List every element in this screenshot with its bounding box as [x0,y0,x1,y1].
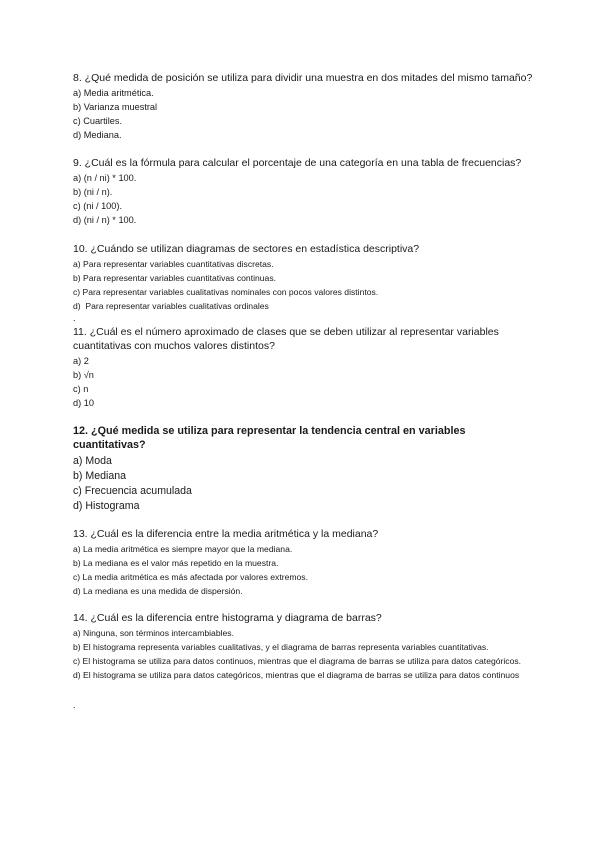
question-11-option-c: c) n [73,384,89,394]
question-10-trailing-dot: . [73,313,76,323]
question-13-option-d: d) La mediana es una medida de dispersión. [73,586,243,596]
question-11-option-d: d) 10 [73,398,94,408]
quiz-content [73,71,533,710]
question-9-option-d: d) (ni / n) * 100. [73,215,137,225]
question-13-option-a: a) La media aritmética es siempre mayor que la mediana. [73,544,293,554]
question-11-option-b: b) √n [73,370,94,380]
question-12-option-d: d) Histograma [73,500,140,512]
question-11-title: 11. ¿Cuál es el número aproximado de clases que se deben utilizar al representar variables cuantitativas con muchos valores distintos? [73,326,499,352]
question-9-option-c: c) (ni / 100). [73,201,123,211]
question-10-option-d: d) Para representar variables cualitativas ordinales [73,301,269,311]
question-12-option-c: c) Frecuencia acumulada [73,485,192,497]
question-14-option-a: a) Ninguna, son términos intercambiables. [73,628,234,638]
question-13-option-c: c) La media aritmética es más afectada por valores extremos. [73,572,308,582]
question-10-title: 10. ¿Cuándo se utilizan diagramas de sectores en estadística descriptiva? [73,243,420,255]
question-8-option-d: d) Mediana. [73,130,122,140]
question-8-title: 8. ¿Qué medida de posición se utiliza para dividir una muestra en dos mitades del mismo tamaño? [73,72,533,84]
question-14 [73,611,533,682]
question-10-option-c: c) Para representar variables cualitativas nominales con pocos valores distintos. [73,287,379,297]
question-13 [73,527,533,598]
question-8-option-a: a) Media aritmética. [73,88,154,98]
question-13-title: 13. ¿Cuál es la diferencia entre la media aritmética y la mediana? [73,528,379,540]
question-8-option-c: c) Cuartiles. [73,116,123,126]
question-9-option-b: b) (ni / n). [73,187,113,197]
question-14-option-d: d) El histograma se utiliza para datos categóricos, mientras que el diagrama de barras se utiliza para datos continuos [73,670,520,680]
question-11-option-a: a) 2 [73,356,89,366]
question-9-title: 9. ¿Cuál es la fórmula para calcular el porcentaje de una categoría en una tabla de frecuencias? [73,157,522,169]
question-12 [73,424,533,514]
question-10 [73,242,533,323]
question-8-option-b: b) Varianza muestral [73,102,158,112]
question-14-option-b: b) El histograma representa variables cualitativas, y el diagrama de barras representa variables cuantitativas. [73,642,489,652]
question-12-option-a: a) Moda [73,455,112,467]
question-9-option-a: a) (n / ni) * 100. [73,173,137,183]
question-9 [73,156,533,227]
question-10-option-a: a) Para representar variables cuantitativas discretas. [73,259,274,269]
question-11 [73,325,533,410]
question-12-option-b: b) Mediana [73,470,126,482]
question-10-option-b: b) Para representar variables cuantitativas continuas. [73,273,277,283]
question-14-option-c: c) El histograma se utiliza para datos continuos, mientras que el diagrama de barras se utiliza para datos categóricos. [73,656,522,666]
question-12-title: 12. ¿Qué medida se utiliza para representar la tendencia central en variables cuantitativas? [73,425,466,451]
question-13-option-b: b) La mediana es el valor más repetido en la muestra. [73,558,279,568]
end-dot: . [73,700,76,710]
question-14-title: 14. ¿Cuál es la diferencia entre histograma y diagrama de barras? [73,612,382,624]
question-8 [73,71,533,142]
